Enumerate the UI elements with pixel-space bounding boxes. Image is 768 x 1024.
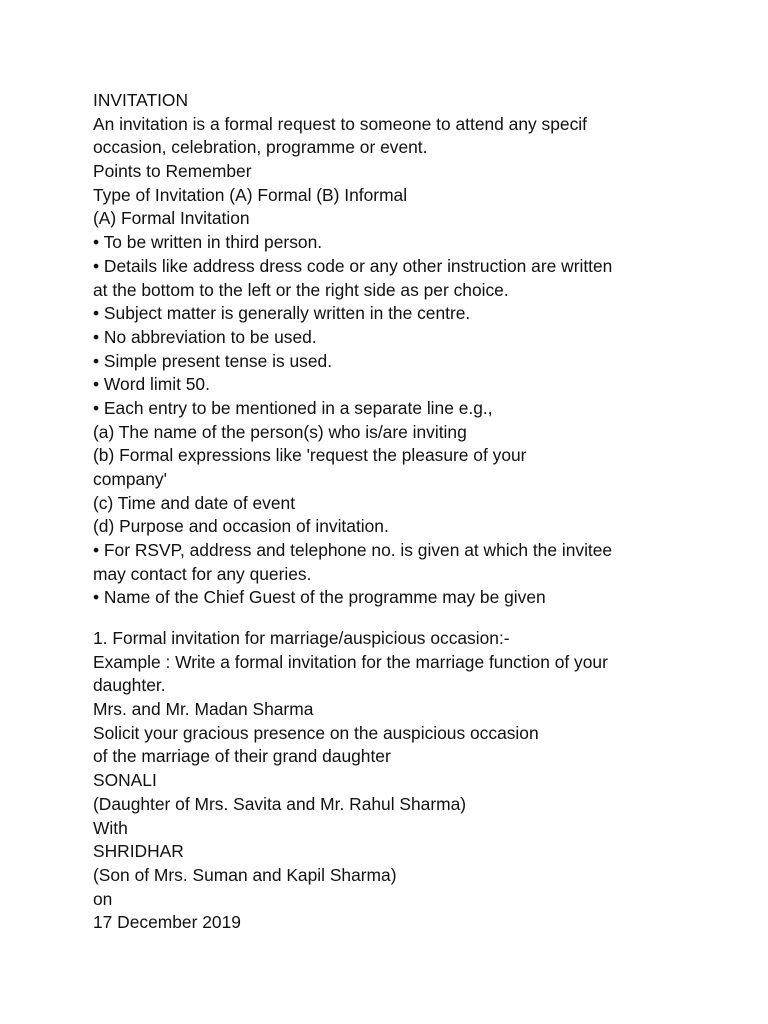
- document-title: INVITATION: [93, 90, 189, 110]
- bullet-item: • To be written in third person.: [93, 232, 323, 253]
- example-prompt-continuation: daughter.: [93, 675, 166, 696]
- paragraph-line: An invitation is a formal request to someone to attend any specif: [93, 113, 587, 134]
- bullet-item: • Each entry to be mentioned in a separate line e.g.,: [93, 397, 493, 418]
- bullet-item: • For RSVP, address and telephone no. is given at which the invitee: [93, 540, 613, 561]
- sub-list-item: (a) The name of the person(s) who is/are inviting: [93, 421, 467, 442]
- invitation-guidelines-section: [93, 89, 733, 610]
- bullet-item-continuation: may contact for any queries.: [93, 563, 312, 584]
- groom-name: SHRIDHAR: [93, 841, 184, 862]
- paragraph-line: occasion, celebration, programme or event.: [93, 137, 428, 158]
- bride-parents: (Daughter of Mrs. Savita and Mr. Rahul Sharma): [93, 793, 467, 814]
- sub-list-item-continuation: company': [93, 469, 167, 489]
- invitation-hosts: Mrs. and Mr. Madan Sharma: [93, 699, 314, 720]
- bride-name: SONALI: [93, 770, 157, 791]
- with-word: With: [93, 817, 128, 838]
- bullet-item-continuation: at the bottom to the left or the right side as per choice.: [93, 279, 509, 300]
- bullet-item: • No abbreviation to be used.: [93, 326, 317, 347]
- example-prompt: Example : Write a formal invitation for the marriage function of your: [93, 651, 608, 672]
- section-heading: Points to Remember: [93, 161, 252, 182]
- invitation-request-line: Solicit your gracious presence on the auspicious occasion: [93, 722, 539, 743]
- paragraph-line: Type of Invitation (A) Formal (B) Informal: [93, 184, 408, 205]
- sub-list-item: (b) Formal expressions like 'request the pleasure of your: [93, 445, 527, 466]
- on-word: on: [93, 888, 113, 909]
- bullet-item: • Subject matter is generally written in the centre.: [93, 303, 471, 324]
- example-heading: 1. Formal invitation for marriage/auspicious occasion:-: [93, 628, 510, 648]
- sub-list-item: (d) Purpose and occasion of invitation.: [93, 516, 389, 537]
- marriage-invitation-example-section: [93, 627, 733, 935]
- event-date: 17 December 2019: [93, 912, 241, 933]
- bullet-item: • Word limit 50.: [93, 374, 210, 395]
- bullet-item: • Simple present tense is used.: [93, 350, 333, 371]
- invitation-occasion-line: of the marriage of their grand daughter: [93, 746, 391, 767]
- subsection-heading: (A) Formal Invitation: [93, 208, 250, 229]
- sub-list-item: (c) Time and date of event: [93, 492, 296, 513]
- bullet-item: • Details like address dress code or any other instruction are written: [93, 255, 613, 276]
- bullet-item: • Name of the Chief Guest of the programme may be given: [93, 587, 546, 608]
- groom-parents: (Son of Mrs. Suman and Kapil Sharma): [93, 864, 397, 885]
